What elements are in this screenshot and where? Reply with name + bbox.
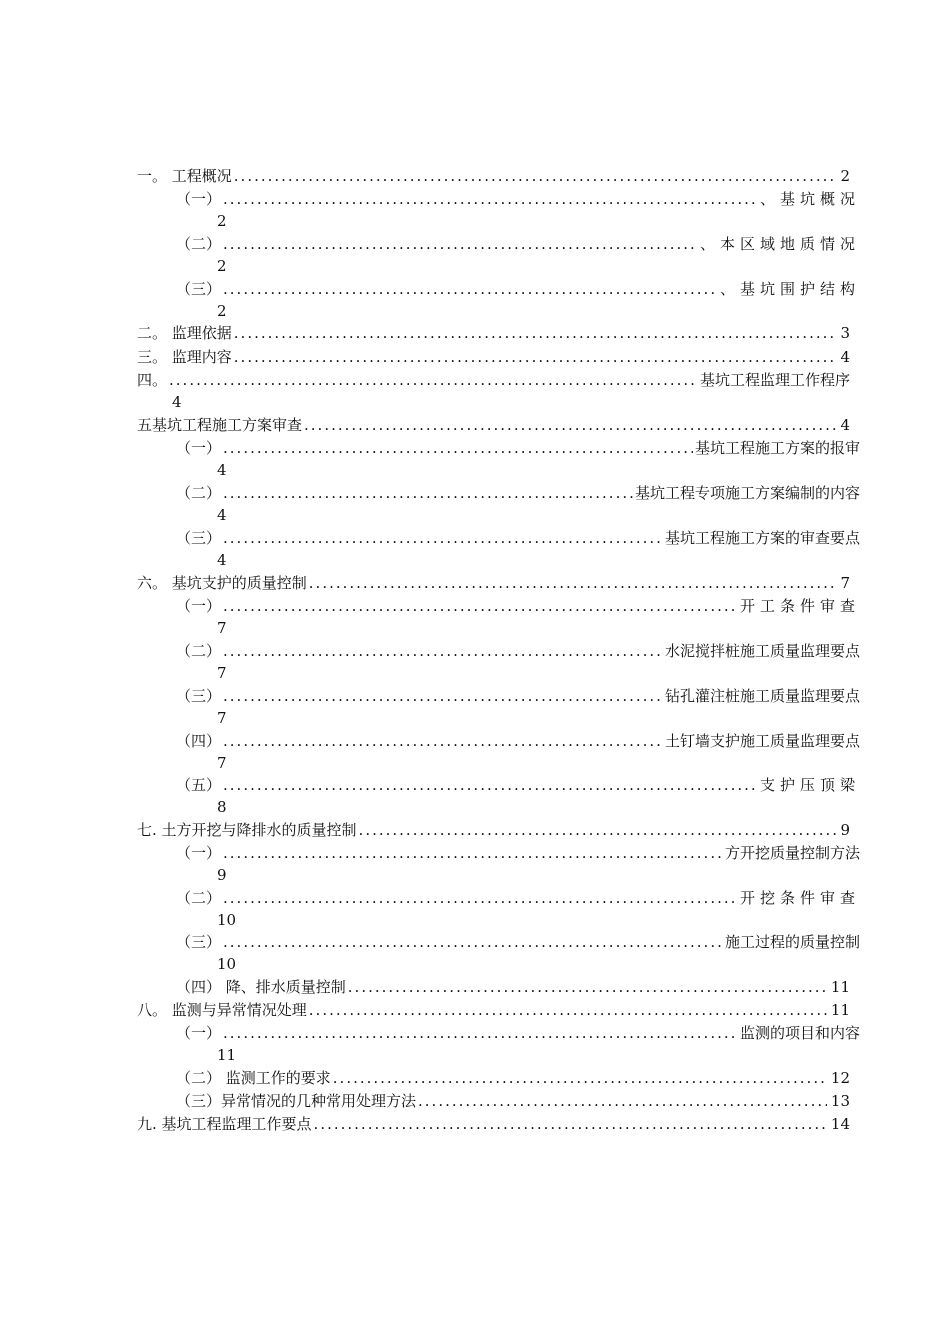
toc-leader-dots bbox=[169, 370, 698, 390]
toc-title: 、本区域地质情况 bbox=[699, 235, 860, 253]
toc-leader-dots bbox=[223, 189, 758, 209]
toc-leader-dots bbox=[223, 279, 718, 299]
toc-entry-8-3[interactable] bbox=[176, 1091, 850, 1111]
toc-page-number: 11 bbox=[830, 978, 850, 996]
toc-leader-dots bbox=[314, 1114, 827, 1134]
toc-label: （三） bbox=[176, 280, 222, 298]
toc-page-number: 11 bbox=[217, 1046, 237, 1064]
toc-label: （二） bbox=[176, 484, 222, 502]
toc-page-number: 4 bbox=[840, 348, 850, 366]
toc-label: 三。 监理内容 bbox=[137, 348, 232, 366]
toc-label: 一。 工程概况 bbox=[137, 167, 232, 185]
toc-leader-dots bbox=[304, 415, 836, 435]
toc-title: 基坑工程监理工作程序 bbox=[699, 371, 850, 389]
toc-page-number: 12 bbox=[830, 1069, 850, 1087]
toc-page-number: 4 bbox=[840, 416, 850, 434]
toc-page-number: 13 bbox=[830, 1092, 850, 1110]
toc-label: （三） bbox=[176, 933, 222, 951]
toc-leader-dots bbox=[418, 1091, 827, 1111]
toc-entry-7-3[interactable] bbox=[176, 932, 860, 952]
toc-label: （二） bbox=[176, 642, 222, 660]
toc-leader-dots bbox=[223, 438, 693, 458]
toc-entry-6-2[interactable] bbox=[176, 641, 860, 661]
toc-leader-dots bbox=[223, 843, 723, 863]
toc-leader-dots bbox=[234, 347, 837, 367]
toc-label: （一） bbox=[176, 844, 222, 862]
toc-entry-9[interactable] bbox=[137, 1114, 850, 1134]
toc-leader-dots bbox=[223, 775, 758, 795]
toc-page-number: 2 bbox=[217, 302, 227, 320]
toc-entry-1-2[interactable] bbox=[176, 234, 860, 254]
toc-leader-dots bbox=[223, 1023, 738, 1043]
toc-page-number: 2 bbox=[217, 212, 227, 230]
toc-label: （一） bbox=[176, 597, 222, 615]
toc-entry-8-1[interactable] bbox=[176, 1023, 860, 1043]
toc-leader-dots bbox=[223, 234, 698, 254]
toc-title: 方开挖质量控制方法 bbox=[724, 844, 860, 862]
toc-entry-5-2[interactable] bbox=[176, 483, 860, 503]
toc-entry-5-3[interactable] bbox=[176, 528, 860, 548]
toc-page-number: 7 bbox=[840, 574, 850, 592]
toc-entry-6[interactable] bbox=[137, 573, 850, 593]
toc-leader-dots bbox=[223, 932, 723, 952]
toc-leader-dots bbox=[223, 731, 663, 751]
toc-leader-dots bbox=[223, 596, 738, 616]
toc-label: （三） bbox=[176, 687, 222, 705]
toc-page-number: 7 bbox=[217, 664, 227, 682]
toc-entry-2[interactable] bbox=[137, 323, 850, 343]
toc-entry-8-2[interactable] bbox=[176, 1068, 850, 1088]
toc-page-number: 8 bbox=[217, 798, 227, 816]
toc-title: 支护压顶梁 bbox=[759, 776, 860, 794]
toc-entry-5-1[interactable] bbox=[176, 438, 860, 458]
toc-title: 开工条件审查 bbox=[739, 597, 860, 615]
toc-title: 土钉墙支护施工质量监理要点 bbox=[664, 732, 860, 750]
toc-page-number: 9 bbox=[840, 821, 850, 839]
toc-leader-dots bbox=[223, 686, 663, 706]
toc-leader-dots bbox=[223, 641, 663, 661]
toc-entry-1-1[interactable] bbox=[176, 189, 860, 209]
toc-page-number: 4 bbox=[217, 461, 227, 479]
toc-title: 基坑工程专项施工方案编制的内容 bbox=[634, 484, 860, 502]
toc-page-number: 11 bbox=[830, 1001, 850, 1019]
toc-entry-6-5[interactable] bbox=[176, 775, 860, 795]
toc-title: 基坑工程施工方案的审查要点 bbox=[664, 529, 860, 547]
toc-label: （一） bbox=[176, 439, 222, 457]
toc-title: 基坑工程施工方案的报审 bbox=[694, 439, 860, 457]
toc-label: （一） bbox=[176, 190, 222, 208]
toc-page-number: 4 bbox=[172, 393, 182, 411]
toc-entry-5[interactable] bbox=[137, 415, 850, 435]
toc-title: 水泥搅拌桩施工质量监理要点 bbox=[664, 642, 860, 660]
toc-entry-7-2[interactable] bbox=[176, 888, 860, 908]
toc-page-number: 10 bbox=[217, 955, 237, 973]
toc-entry-6-4[interactable] bbox=[176, 731, 860, 751]
toc-entry-6-1[interactable] bbox=[176, 596, 860, 616]
toc-entry-8[interactable] bbox=[137, 1000, 850, 1020]
toc-page-number: 4 bbox=[217, 551, 227, 569]
toc-label: （一） bbox=[176, 1024, 222, 1042]
toc-entry-1[interactable] bbox=[137, 166, 850, 186]
toc-leader-dots bbox=[223, 528, 663, 548]
toc-leader-dots bbox=[309, 1000, 827, 1020]
toc-leader-dots bbox=[223, 888, 738, 908]
toc-label: （四） bbox=[176, 732, 222, 750]
toc-label: （二） bbox=[176, 235, 222, 253]
toc-label: 七. 土方开挖与降排水的质量控制 bbox=[137, 821, 357, 839]
toc-label: 九. 基坑工程监理工作要点 bbox=[137, 1115, 312, 1133]
toc-label: （二） bbox=[176, 889, 222, 907]
toc-label: （五） bbox=[176, 776, 222, 794]
toc-page-number: 3 bbox=[840, 324, 850, 342]
toc-title: 监测的项目和内容 bbox=[739, 1024, 860, 1042]
toc-entry-4[interactable] bbox=[137, 370, 850, 390]
toc-entry-7[interactable] bbox=[137, 820, 850, 840]
toc-label: （二） 监测工作的要求 bbox=[176, 1069, 331, 1087]
toc-leader-dots bbox=[348, 977, 827, 997]
toc-page-number: 2 bbox=[840, 167, 850, 185]
toc-label: 四。 bbox=[137, 371, 168, 389]
toc-label: （三）异常情况的几种常用处理方法 bbox=[176, 1092, 417, 1110]
toc-label: 五基坑工程施工方案审查 bbox=[137, 416, 303, 434]
toc-title: 施工过程的质量控制 bbox=[724, 933, 860, 951]
toc-label: 二。 监理依据 bbox=[137, 324, 232, 342]
toc-page-number: 2 bbox=[217, 257, 227, 275]
toc-entry-1-3[interactable] bbox=[176, 279, 860, 299]
toc-label: （三） bbox=[176, 529, 222, 547]
toc-title: 、基坑围护结构 bbox=[719, 280, 860, 298]
toc-page-number: 4 bbox=[217, 506, 227, 524]
toc-page-number: 9 bbox=[217, 866, 227, 884]
toc-entry-7-4[interactable] bbox=[176, 977, 850, 997]
toc-page-number: 7 bbox=[217, 619, 227, 637]
toc-page-number: 14 bbox=[830, 1115, 850, 1133]
toc-leader-dots bbox=[234, 323, 837, 343]
toc-label: 六。 基坑支护的质量控制 bbox=[137, 574, 307, 592]
toc-title: 、基坑概况 bbox=[759, 190, 860, 208]
toc-page-number: 7 bbox=[217, 709, 227, 727]
toc-label: （四） 降、排水质量控制 bbox=[176, 978, 346, 996]
toc-leader-dots bbox=[359, 820, 837, 840]
toc-leader-dots bbox=[234, 166, 837, 186]
toc-leader-dots bbox=[333, 1068, 827, 1088]
toc-entry-6-3[interactable] bbox=[176, 686, 860, 706]
toc-label: 八。 监测与异常情况处理 bbox=[137, 1001, 307, 1019]
toc-title: 开挖条件审查 bbox=[739, 889, 860, 907]
toc-page-number: 10 bbox=[217, 911, 237, 929]
toc-entry-3[interactable] bbox=[137, 347, 850, 367]
toc-leader-dots bbox=[309, 573, 837, 593]
toc-page-number: 7 bbox=[217, 754, 227, 772]
toc-entry-7-1[interactable] bbox=[176, 843, 860, 863]
toc-title: 钻孔灌注桩施工质量监理要点 bbox=[664, 687, 860, 705]
toc-leader-dots bbox=[223, 483, 633, 503]
